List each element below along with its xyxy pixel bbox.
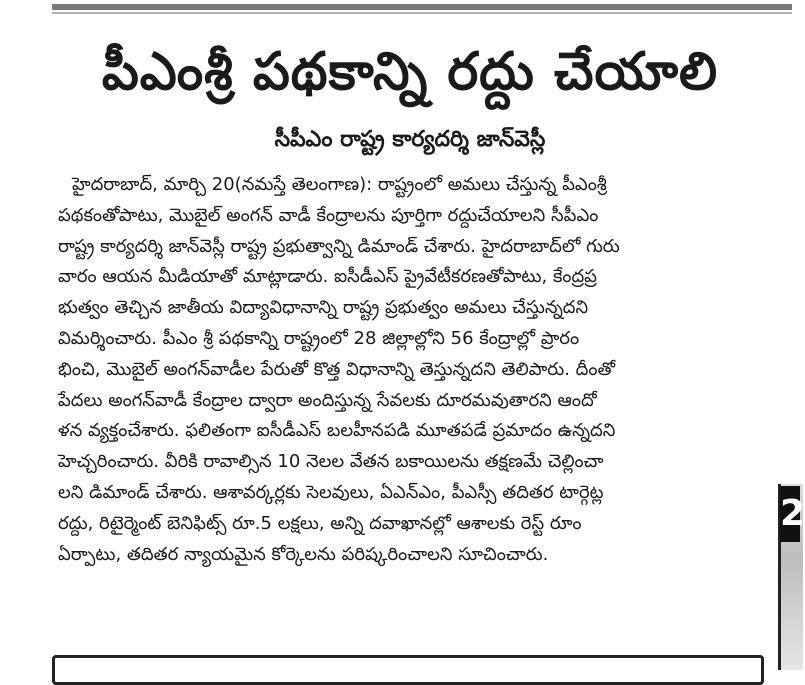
next-article-box: [52, 655, 764, 685]
article-line: పేదలు అంగన్‌వాడీ కేంద్రాల ద్వారా అందిస్తున్న సేవలకు దూరమవుతారని ఆందో: [58, 389, 597, 411]
adjacent-badge: 2: [780, 486, 800, 542]
article-line: ఏర్పాటు, తదితర న్యాయమైన కోర్కెలను పరిష్కరించాలని సూచించారు.: [58, 543, 549, 565]
article-line: లని డిమాండ్ చేశారు. ఆశావర్కర్లకు సెలవులు, ఏఎన్ఎం, పీఎస్సీ తదితర టార్గెట్ల: [58, 481, 604, 503]
article-line: రాష్ట్ర కార్యదర్శి జాన్‌వెస్లీ రాష్ట్ర ప్రభుత్వాన్ని డిమాండ్ చేశారు. హైదరాబాద్‌లో గురు: [58, 235, 620, 257]
article-line: ళన వ్యక్తంచేశారు. ఫలితంగా ఐసీడీఎస్ బలహీనపడి మూతపడే ప్రమాదం ఉన్నదని: [58, 420, 616, 442]
article-line: విమర్శించారు. పీఎం శ్రీ పథకాన్ని రాష్ట్రంలో 28 జిల్లాల్లోని 56 కేంద్రాల్లో ప్రారం: [58, 327, 580, 349]
article-line: పథకంతోపాటు, మొబైల్ అంగన్ వాడీ కేంద్రాలను పూర్తిగా రద్దుచేయాలని సీపీఎం: [58, 204, 599, 226]
article-line: రద్దు, రిటైర్మెంట్ బెనిఫిట్స్ రూ.5 లక్షలు, అన్ని దవాఖానల్లో ఆశాలకు రెస్ట్ రూం: [58, 512, 582, 534]
article-subheadline: సీపీఎం రాష్ట్ర కార్యదర్శి జాన్‌వెస్లీ: [274, 127, 546, 152]
article-body: [58, 170, 780, 570]
article-line: వారం ఆయన మీడియాతో మాట్లాడారు. ఐసీడీఎస్ ప్రైవేటీకరణతోపాటు, కేంద్రప్ర: [58, 266, 597, 288]
top-rule: [52, 4, 792, 10]
top-rule-thin: [52, 12, 792, 14]
article-line: భించి, మొబైల్ అంగన్‌వాడీల పేరుతో కొత్త విధానాన్ని తెస్తున్నదని తెలిపారు. దీంతో: [58, 358, 616, 380]
article-headline: పీఎంశ్రీ పథకాన్ని రద్దు చేయాలి: [101, 42, 719, 102]
article-line: హైదరాబాద్, మార్చి 20(నమస్తే తెలంగాణ): రాష్ట్రంలో అమలు చేస్తున్న పీఎంశ్రీ: [72, 174, 607, 195]
article-line: భుత్వం తెచ్చిన జాతీయ విద్యావిధానాన్ని రాష్ట్ర ప్రభుత్వం అమలు చేస్తున్నదని: [58, 297, 589, 319]
article-line: హెచ్చరించారు. వీరికి రావాల్సిన 10 నెలల వేతన బకాయిలను తక్షణమే చెల్లించా: [58, 451, 604, 473]
